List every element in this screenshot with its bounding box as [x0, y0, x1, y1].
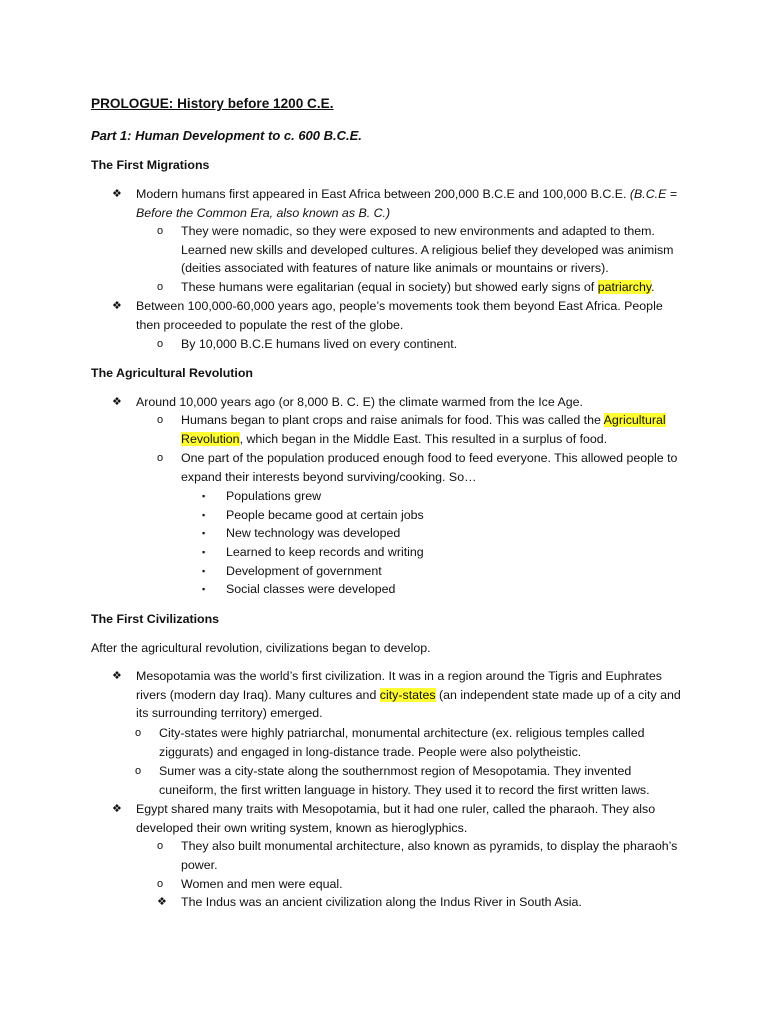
list-item — [157, 222, 687, 278]
list-item-text: By 10,000 B.C.E humans lived on every continent. — [181, 337, 458, 351]
square-bullet-icon: ▪ — [202, 510, 206, 520]
circle-bullet-icon: o — [157, 878, 164, 890]
list-item-text: City-states were highly patriarchal, monumental architecture (ex. religious temples called ziggurats) and engaged in long-distance trade. People were also polytheistic. — [159, 726, 645, 759]
list-item-text: They also built monumental architecture, also known as pyramids, to display the pharaoh’s power. — [181, 839, 678, 872]
square-bullet-icon: ▪ — [202, 566, 206, 576]
list-item-text: Sumer was a city-state along the southernmost region of Mesopotamia. They invented cuneiform, the first written language in history. They used it to record the first written laws. — [159, 764, 650, 797]
circle-bullet-icon: o — [157, 452, 164, 464]
list-item — [135, 724, 687, 761]
circle-bullet-icon: o — [157, 225, 164, 237]
list-item-text: These humans were egalitarian (equal in society) but showed early signs of patriarchy. — [181, 280, 655, 294]
list-item-text: Humans began to plant crops and raise animals for food. This was called the Agricultural Revolution, which began in the Middle East. This resulted in a surplus of food. — [181, 413, 666, 446]
list-item — [112, 667, 687, 723]
square-bullet-icon: ▪ — [202, 547, 206, 557]
diamond-bullet-icon: ❖ — [112, 396, 122, 408]
list-item — [157, 893, 687, 912]
circle-bullet-icon: o — [157, 338, 164, 350]
list-item — [157, 875, 687, 894]
list-item — [157, 837, 687, 874]
list-item-text: Around 10,000 years ago (or 8,000 B. C. E) the climate warmed from the Ice Age. — [136, 395, 583, 409]
section-heading-first-civilizations: The First Civilizations — [91, 612, 220, 626]
section-heading-agricultural-revolution: The Agricultural Revolution — [91, 366, 254, 380]
highlighted-term: patriarchy — [597, 280, 652, 294]
diamond-bullet-icon: ❖ — [112, 670, 122, 682]
diamond-bullet-icon: ❖ — [112, 803, 122, 815]
list-item-text: People became good at certain jobs — [226, 508, 424, 522]
square-bullet-icon: ▪ — [202, 491, 206, 501]
list-item — [112, 297, 687, 334]
list-item-text: Learned to keep records and writing — [226, 545, 424, 559]
list-item-text: New technology was developed — [226, 526, 401, 540]
list-item — [135, 762, 687, 799]
list-item-text: Between 100,000-60,000 years ago, people’s movements took them beyond East Africa. People then proceeded to populate the rest of the globe. — [136, 299, 663, 332]
list-item — [202, 524, 682, 543]
square-bullet-icon: ▪ — [202, 584, 206, 594]
list-item — [202, 580, 682, 599]
highlighted-term: Agricultural Revolution — [181, 413, 666, 446]
list-item — [157, 278, 687, 297]
circle-bullet-icon: o — [135, 765, 142, 777]
list-item-text: Women and men were equal. — [181, 877, 343, 891]
diamond-bullet-icon: ❖ — [157, 896, 167, 908]
circle-bullet-icon: o — [157, 840, 164, 852]
section-heading-migrations: The First Migrations — [91, 158, 210, 172]
list-item — [202, 562, 682, 581]
list-item-text: One part of the population produced enough food to feed everyone. This allowed people to expand their interests beyond surviving/cooking. So… — [181, 451, 678, 484]
list-item-text: They were nomadic, so they were exposed to new environments and adapted to them. Learned new skills and developed cultures. A religious belief they developed was animism (deities associated with features of nature like animals or mountains or rivers). — [181, 224, 674, 276]
list-item-text: Development of government — [226, 564, 382, 578]
list-item-text: Populations grew — [226, 489, 322, 503]
circle-bullet-icon: o — [135, 727, 142, 739]
paragraph: After the agricultural revolution, civilizations began to develop. — [91, 641, 431, 655]
list-item — [112, 185, 687, 222]
list-item — [157, 411, 687, 448]
list-item-text: Modern humans first appeared in East Africa between 200,000 B.C.E and 100,000 B.C.E. (B.C.E = Before the Common Era, also known as B. C.) — [136, 187, 678, 220]
list-item — [202, 543, 682, 562]
list-item — [157, 335, 687, 354]
list-item — [157, 449, 687, 486]
part-heading: Part 1: Human Development to c. 600 B.C.E. — [91, 128, 362, 143]
list-item-text: Mesopotamia was the world’s first civilization. It was in a region around the Tigris and Euphrates rivers (modern day Iraq). Many cultures and city-states (an independent state made up of a city and its surrounding territory) emerged. — [136, 669, 681, 721]
list-item-text: The Indus was an ancient civilization along the Indus River in South Asia. — [181, 895, 582, 909]
highlighted-term: city-states — [379, 687, 436, 702]
document-title: PROLOGUE: History before 1200 C.E. — [91, 96, 334, 111]
list-item-text: Egypt shared many traits with Mesopotamia, but it had one ruler, called the pharaoh. They also developed their own writing system, known as hieroglyphics. — [136, 802, 656, 835]
list-item — [202, 506, 682, 525]
circle-bullet-icon: o — [157, 281, 164, 293]
diamond-bullet-icon: ❖ — [112, 188, 122, 200]
diamond-bullet-icon: ❖ — [112, 300, 122, 312]
list-item — [112, 393, 687, 412]
list-item — [202, 487, 682, 506]
list-item-text: Social classes were developed — [226, 582, 396, 596]
square-bullet-icon: ▪ — [202, 528, 206, 538]
list-item — [112, 800, 687, 837]
circle-bullet-icon: o — [157, 414, 164, 426]
